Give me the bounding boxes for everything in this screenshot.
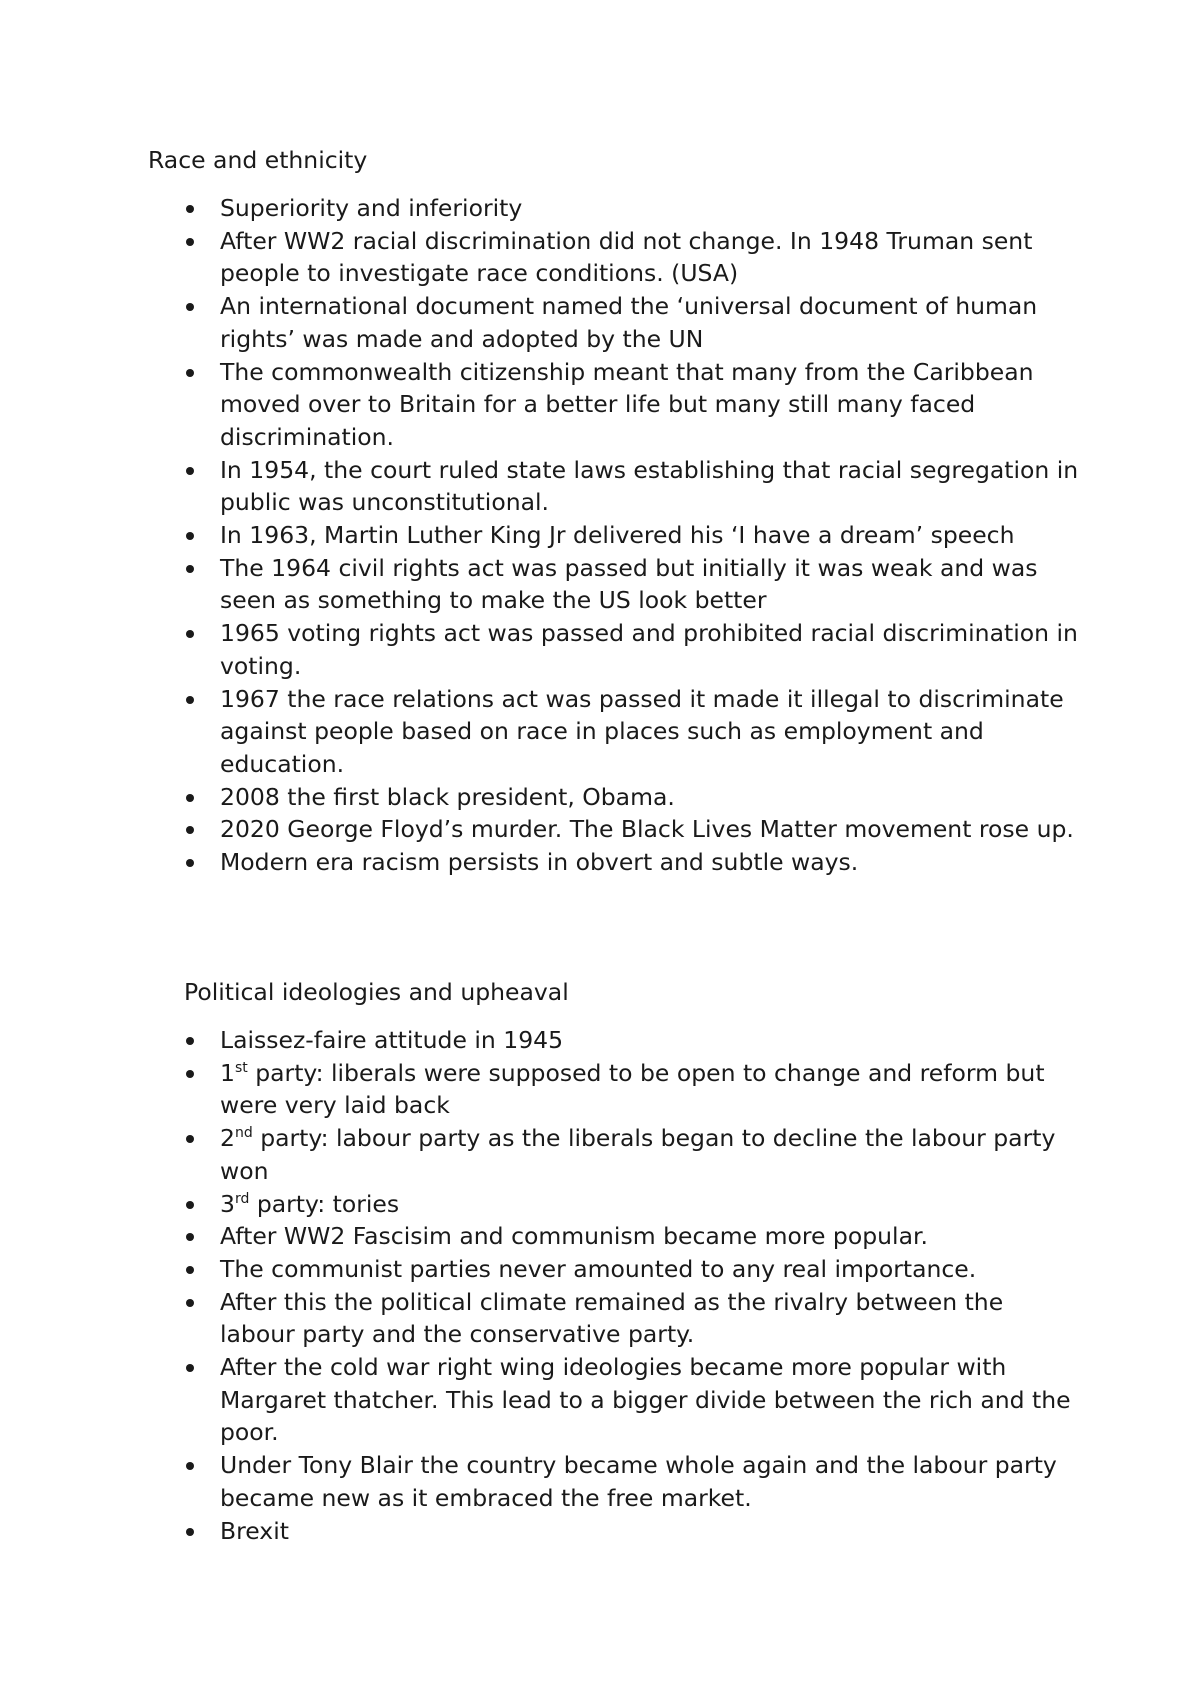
list-item: 3rd party: tories [0, 1188, 1080, 1221]
list-item: In 1963, Martin Luther King Jr delivered his ‘I have a dream’ speech [0, 519, 1080, 552]
list-item: Modern era racism persists in obvert and subtle ways. [0, 846, 1080, 879]
bullet-dot-icon [186, 532, 194, 540]
list-item: Under Tony Blair the country became whole again and the labour party became new as it embraced the free market. [0, 1449, 1080, 1514]
bullet-dot-icon [186, 1233, 194, 1241]
bullet-dot-icon [186, 630, 194, 638]
list-item: In 1954, the court ruled state laws establishing that racial segregation in public was unconstitutional. [0, 454, 1080, 519]
bullet-dot-icon [186, 1070, 194, 1078]
list-item: Laissez-faire attitude in 1945 [0, 1024, 1080, 1057]
bullet-list [0, 1024, 1200, 1547]
bullet-dot-icon [186, 1201, 194, 1209]
list-item: 2020 George Floyd’s murder. The Black Lives Matter movement rose up. [0, 813, 1080, 846]
list-item: Brexit [0, 1515, 1080, 1548]
bullet-dot-icon [186, 565, 194, 573]
list-item: 2nd party: labour party as the liberals began to decline the labour party won [0, 1122, 1080, 1187]
list-item: An international document named the ‘universal document of human rights’ was made and adopted by the UN [0, 290, 1080, 355]
bullet-dot-icon [186, 826, 194, 834]
list-item: The communist parties never amounted to any real importance. [0, 1253, 1080, 1286]
bullet-dot-icon [186, 696, 194, 704]
list-item: Superiority and inferiority [0, 192, 1080, 225]
list-item: The 1964 civil rights act was passed but initially it was weak and was seen as something to make the US look better [0, 552, 1080, 617]
bullet-dot-icon [186, 467, 194, 475]
bullet-dot-icon [186, 1266, 194, 1274]
section-heading: Political ideologies and upheaval [184, 978, 569, 1006]
bullet-dot-icon [186, 794, 194, 802]
list-item: The commonwealth citizenship meant that many from the Caribbean moved over to Britain for a better life but many still many faced discrimination. [0, 356, 1080, 454]
bullet-dot-icon [186, 1462, 194, 1470]
bullet-dot-icon [186, 1528, 194, 1536]
list-item: 1967 the race relations act was passed it made it illegal to discriminate against people based on race in places such as employment and education. [0, 683, 1080, 781]
bullet-dot-icon [186, 238, 194, 246]
section-heading: Race and ethnicity [148, 146, 368, 174]
bullet-dot-icon [186, 303, 194, 311]
bullet-dot-icon [186, 859, 194, 867]
bullet-dot-icon [186, 1364, 194, 1372]
list-item: 2008 the first black president, Obama. [0, 781, 1080, 814]
bullet-dot-icon [186, 369, 194, 377]
bullet-list [0, 192, 1200, 879]
bullet-dot-icon [186, 1037, 194, 1045]
bullet-dot-icon [186, 1299, 194, 1307]
bullet-dot-icon [186, 1135, 194, 1143]
list-item: After WW2 racial discrimination did not change. In 1948 Truman sent people to investigate race conditions. (USA) [0, 225, 1080, 290]
list-item: After the cold war right wing ideologies became more popular with Margaret thatcher. This lead to a bigger divide between the rich and the poor. [0, 1351, 1080, 1449]
list-item: After WW2 Fascisim and communism became more popular. [0, 1220, 1080, 1253]
list-item: 1965 voting rights act was passed and prohibited racial discrimination in voting. [0, 617, 1080, 682]
bullet-dot-icon [186, 205, 194, 213]
list-item: 1st party: liberals were supposed to be open to change and reform but were very laid back [0, 1057, 1080, 1122]
list-item: After this the political climate remained as the rivalry between the labour party and the conservative party. [0, 1286, 1080, 1351]
